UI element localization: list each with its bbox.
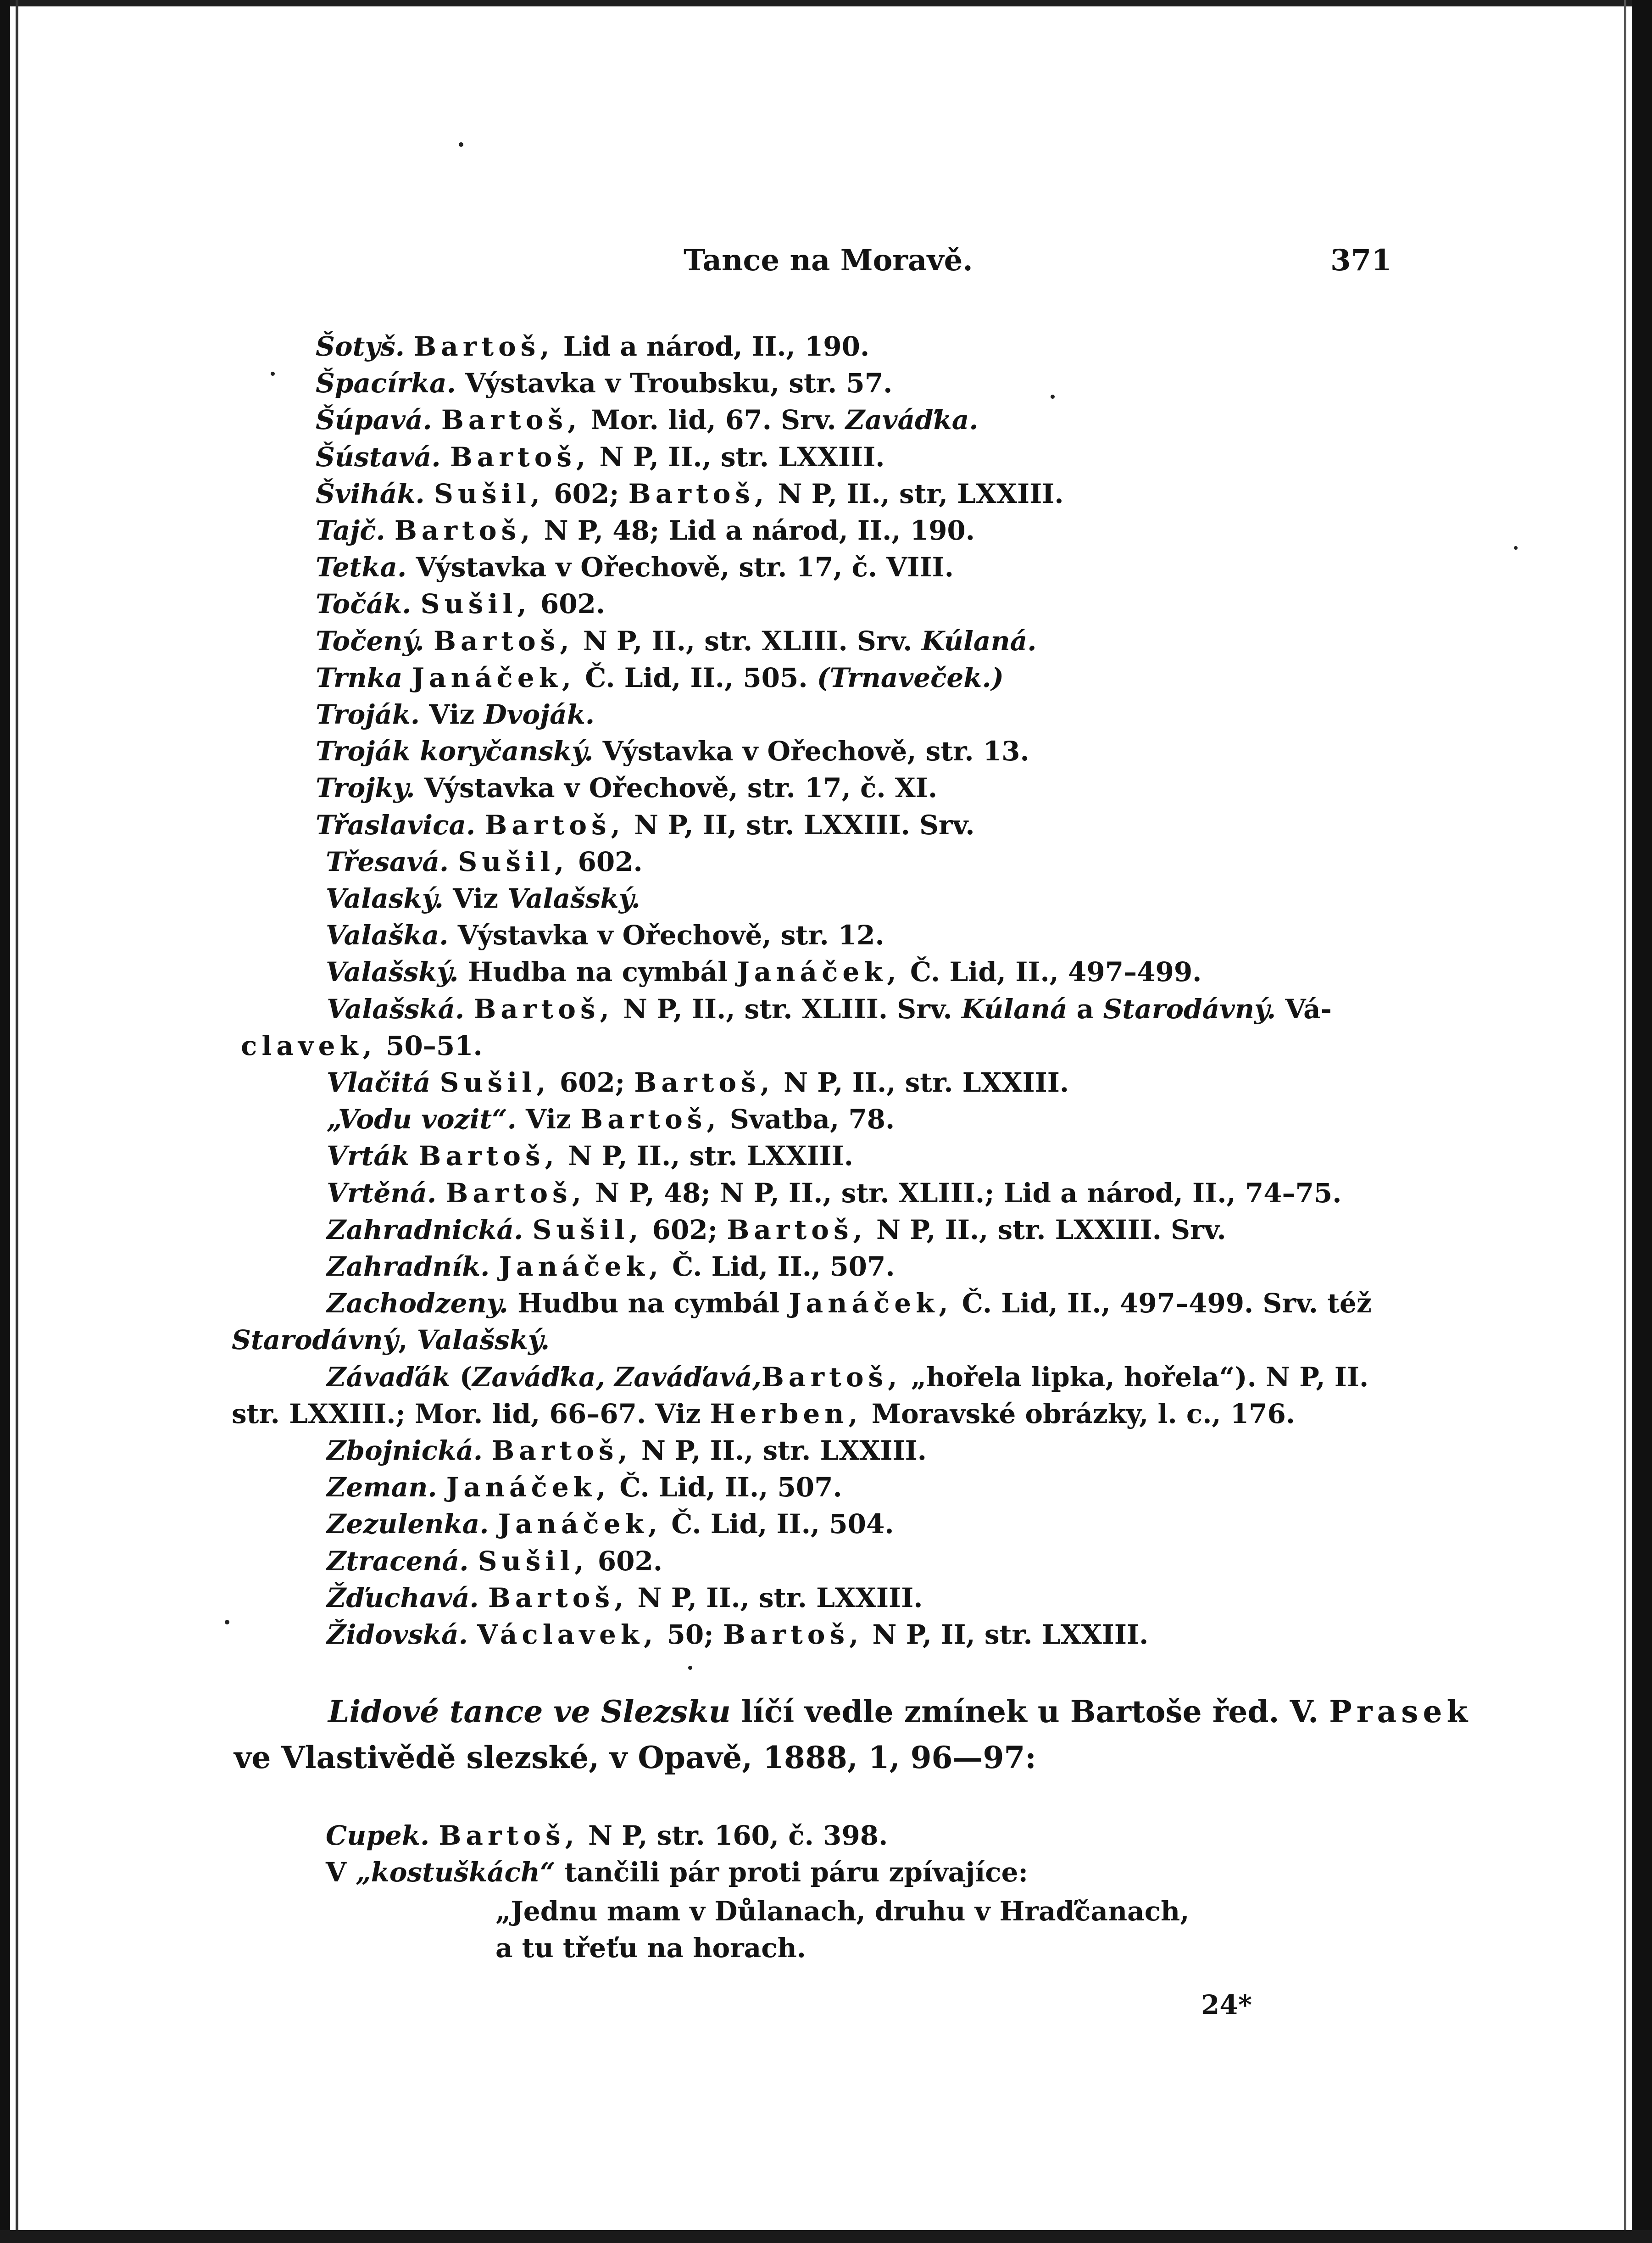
entry-rest: 602; — [544, 478, 629, 509]
entry-headword: Žďuchavá. — [327, 1582, 479, 1613]
scan-right-edge — [1632, 0, 1652, 2243]
entry-line — [316, 770, 937, 806]
paragraph-author: Prasek — [1329, 1694, 1473, 1730]
scan-top-edge — [0, 0, 1652, 6]
entry-rest: ( — [450, 1361, 473, 1393]
entry-author: Sušil, — [439, 1067, 551, 1098]
entry-line — [316, 365, 892, 402]
entry-author: Sušil, — [478, 1546, 589, 1577]
verse-line-2: a tu třeťu na horach. — [495, 1932, 806, 1964]
entry-line — [327, 1211, 1226, 1248]
entry-headword: Točák. — [316, 588, 412, 619]
entry-author: Bartoš, — [418, 1140, 559, 1172]
entry-line — [232, 1322, 550, 1358]
entry-line — [316, 659, 1004, 696]
scan-speck — [271, 372, 275, 376]
entry-author: Sušil, — [434, 478, 545, 509]
entry-line — [326, 917, 884, 954]
scan-right-line — [1624, 0, 1626, 2243]
entry-line — [316, 696, 595, 733]
scan-speck — [1514, 546, 1518, 550]
entry-headword: Šotyš. — [316, 331, 405, 362]
entry-rest: Viz — [516, 1104, 581, 1135]
entry-headword: Troják. — [316, 699, 420, 730]
entry-headword: Valašská. — [327, 993, 465, 1025]
entry-rest2: N P, II., str. LXXIII. — [774, 1067, 1069, 1098]
entry-author: Bartoš, — [445, 1177, 586, 1209]
entry-headword: Vrták — [327, 1140, 410, 1172]
entry-headword: Šústavá. — [316, 441, 441, 473]
entry-ref2: Valašský. — [417, 1324, 550, 1356]
entry-headword: Šúpavá. — [316, 404, 432, 435]
entry-headword: Vlačitá — [327, 1067, 431, 1098]
entry-headword: Tajč. — [316, 515, 385, 546]
entry-rest2: Č. Lid, II., 497–499. — [901, 956, 1202, 988]
entry-rest: 602. — [531, 588, 606, 619]
entry-headword: Zbojnická. — [327, 1435, 483, 1466]
entry-rest: Hudba na cymbál — [458, 956, 737, 988]
entry-author: Bartoš, — [439, 1820, 579, 1851]
entry-line — [327, 1579, 923, 1616]
entry-rest: Výstavka v Ořechově, str. 12. — [448, 920, 884, 951]
entry-headword: Židovská. — [327, 1619, 468, 1650]
entry-rest: N P, II., str. XLIII. Srv. — [613, 993, 962, 1025]
entry-headword: Ztracená. — [327, 1546, 469, 1577]
entry-line — [327, 1506, 894, 1542]
entry-line — [316, 475, 1064, 512]
signature-mark: 24* — [1201, 1989, 1252, 2020]
entry-headword: Zahradnická. — [327, 1214, 523, 1245]
page-number: 371 — [1330, 243, 1392, 278]
entry-line — [232, 1395, 1295, 1432]
entry-line — [326, 880, 640, 917]
entry-author: Bartoš, — [394, 515, 535, 546]
entry-rest: Viz — [443, 883, 508, 914]
paragraph-text: líčí vedle zmínek u Bartoše řed. V. — [730, 1694, 1329, 1730]
entry-rest: N P, II., str. LXXIII. — [632, 1435, 927, 1466]
entry-rest: N P, II, str. LXXIII. Srv. — [624, 809, 975, 841]
entry-author: Sušil, — [420, 588, 531, 619]
entry-author: Sušil, — [458, 846, 569, 877]
entry-rest2: a — [1067, 993, 1103, 1025]
paragraph-line-1 — [328, 1689, 1472, 1735]
entry-line — [327, 1432, 927, 1469]
entry-author2: Bartoš, — [628, 478, 769, 509]
entry-line — [327, 1616, 1148, 1653]
entry-headword: Tetka. — [316, 552, 407, 583]
entry-rest: Lid a národ, II., 190. — [554, 331, 870, 362]
entry-author2: Janáček, — [737, 956, 901, 988]
entry-line — [316, 807, 975, 843]
entry-headword: Valaský. — [326, 883, 444, 914]
entry-author2: Bartoš, — [761, 1361, 902, 1393]
entry-author: Janáček, — [498, 1508, 662, 1540]
entry-rest2: Moravské obrázky, l. c., 176. — [862, 1398, 1296, 1429]
entry-author: Janáček, — [446, 1472, 611, 1503]
entry-rest: Výstavka v Ořechově, str. 13. — [593, 736, 1029, 767]
scan-speck — [459, 142, 463, 147]
entry-headword: Zezulenka. — [327, 1508, 489, 1540]
entry-rest: Hudbu na cymbál — [508, 1288, 789, 1319]
entry-rest: N P, 48; Lid a národ, II., 190. — [534, 515, 975, 546]
scan-speck — [688, 1666, 692, 1670]
entry-rest: N P, II., str. LXXIII. — [628, 1582, 923, 1613]
entry-line — [316, 586, 605, 622]
entry-rest2: N P, II., str, LXXIII. — [768, 478, 1064, 509]
entry-author: Bartoš, — [441, 404, 582, 435]
entry-rest2: Č. Lid, II., 497–499. Srv. též — [952, 1288, 1372, 1319]
entry-line — [316, 439, 884, 475]
entry-line — [316, 402, 979, 438]
scan-speck — [1051, 395, 1055, 399]
entry-line — [316, 623, 1036, 659]
entry-rest2: „hořela lipka, hořela“). — [901, 1361, 1266, 1393]
entry-line — [316, 328, 869, 365]
entry-rest: N P, II., str. LXXIII. — [558, 1140, 854, 1172]
entry-rest: N P, II., str. LXXIII. — [590, 441, 885, 473]
entry-rest: 602; — [550, 1067, 634, 1098]
paragraph-italic: Lidové tance ve Slezsku — [328, 1694, 731, 1730]
entry-author: Václavek, — [477, 1619, 658, 1650]
scan-left-line — [16, 0, 18, 2243]
entry-author2: Bartoš, — [723, 1619, 863, 1650]
entry-rest: Viz — [420, 699, 484, 730]
entry-author: Sušil, — [532, 1214, 643, 1245]
entry-line — [327, 1285, 1372, 1322]
entry-headword: Zahradník. — [327, 1251, 490, 1282]
entry-ref: Kúlaná — [961, 993, 1068, 1025]
entry-rest: N P, II., str. XLIII. Srv. — [573, 625, 922, 657]
entry-author: Bartoš, — [473, 993, 614, 1025]
entry-headword: Špacírka. — [316, 368, 456, 399]
entry-tail: Vá- — [1276, 993, 1332, 1025]
scan-left-edge — [0, 0, 10, 2243]
entry-line — [327, 1248, 895, 1285]
entry-rest: 50–51. — [376, 1030, 483, 1061]
entry-author: Janáček, — [412, 662, 576, 693]
entry-rest: str. LXXIII.; Mor. lid, 66–67. Viz — [232, 1398, 710, 1429]
entry-rest2: Svatba, 78. — [720, 1104, 895, 1135]
entry-author: Janáček, — [499, 1251, 663, 1282]
entry-text: N P, str. 160, č. 398. — [578, 1820, 888, 1851]
entry-line — [327, 991, 1332, 1027]
entry-line — [327, 1138, 853, 1174]
paragraph-line-2: ve Vlastivědě slezské, v Opavě, 1888, 1, 96—97: — [234, 1740, 1036, 1775]
entry-line — [316, 512, 975, 549]
entry-rest: Č. Lid, II., 504. — [662, 1508, 894, 1540]
entry-author: clavek, — [241, 1030, 377, 1061]
entry-rest2: N P, II, str. LXXIII. — [863, 1619, 1149, 1650]
entry-headword: Valaška. — [326, 920, 449, 951]
entry-ref: (Trnaveček.) — [817, 662, 1004, 693]
entry-headword: Závaďák — [327, 1361, 451, 1393]
entry-ref: Zaváďka. — [845, 404, 979, 435]
entry-line — [327, 1175, 1341, 1211]
entry-headword: Zachodzeny. — [327, 1288, 508, 1319]
entry-headword: Trojky. — [316, 772, 415, 803]
entry-ref: Dvoják. — [484, 699, 595, 730]
entry-ref2: Starodávný. — [1103, 993, 1276, 1025]
entry-author: Bartoš, — [414, 331, 554, 362]
entry-line — [327, 1064, 1069, 1101]
entry-ref: Zaváďka, Zaváďavá, — [472, 1361, 762, 1393]
entry-rest: N P, 48; N P, II., str. XLIII.; Lid a národ, II., 74–75. — [585, 1177, 1342, 1209]
entry-rest: Výstavka v Troubsku, str. 57. — [456, 368, 893, 399]
entry-ref: Starodávný — [232, 1324, 399, 1356]
scan-speck — [225, 1620, 229, 1624]
entry-rest: Č. Lid, II., 505. — [576, 662, 817, 693]
kostusky-italic: „kostuškách“ — [356, 1857, 556, 1888]
entry-rest: Mor. lid, 67. Srv. — [581, 404, 845, 435]
entry-line — [327, 1101, 895, 1138]
entry-rest: Výstavka v Ořechově, str. 17, č. XI. — [415, 772, 938, 803]
entry-rest: Č. Lid, II., 507. — [662, 1251, 895, 1282]
entry-line — [326, 954, 1201, 990]
entry-headword: Valašský. — [326, 956, 459, 988]
entry-rest: 602. — [568, 846, 643, 877]
entry-headword: Švihák. — [316, 478, 425, 509]
entry-ref: Valašský. — [507, 883, 640, 914]
kostusky-text: tančili pár proti páru zpívajíce: — [555, 1857, 1028, 1888]
entry-author2: Janáček, — [789, 1288, 953, 1319]
entry-headword: Trnka — [316, 662, 403, 693]
kostusky-prefix: V — [326, 1857, 356, 1888]
entry-line — [326, 843, 643, 880]
verse-line-1: „Jednu mam v Důlanach, druhu v Hraďčanach, — [495, 1896, 1190, 1927]
entry-author2: Herben, — [710, 1398, 862, 1429]
entry-tail: N P, II. — [1265, 1361, 1369, 1393]
entry-rest: Výstavka v Ořechově, str. 17, č. VIII. — [406, 552, 954, 583]
entry-line — [241, 1027, 483, 1064]
entry-author: Bartoš, — [450, 441, 590, 473]
entry-author: Bartoš, — [488, 1582, 629, 1613]
entry-rest2: , — [398, 1324, 417, 1356]
running-head: Tance na Moravě. — [684, 243, 973, 278]
entry-author2: Bartoš, — [634, 1067, 774, 1098]
entry-line — [327, 1359, 1368, 1395]
entry-author: Bartoš, — [434, 625, 574, 657]
entry-headword: Zeman. — [327, 1472, 437, 1503]
entry-author2: Bartoš, — [580, 1104, 721, 1135]
entry-author: Bartoš, — [492, 1435, 632, 1466]
entry-headword: Cupek. — [326, 1820, 430, 1851]
entry-rest: 602. — [588, 1546, 663, 1577]
entry-rest: 602; — [643, 1214, 727, 1245]
entry-rest: Č. Lid, II., 507. — [610, 1472, 842, 1503]
scan-bottom-edge — [0, 2230, 1652, 2243]
entry-line — [316, 549, 954, 586]
entry-rest: 50; — [657, 1619, 723, 1650]
cupek-entry — [326, 1817, 888, 1854]
entry-ref: Kúlaná. — [921, 625, 1037, 657]
entry-author2: Bartoš, — [727, 1214, 867, 1245]
entry-line — [327, 1543, 662, 1579]
entry-headword: „Vodu vozit“. — [327, 1104, 517, 1135]
entry-line — [316, 733, 1029, 770]
entry-headword: Vrtěná. — [327, 1177, 437, 1209]
entry-headword: Točený. — [316, 625, 424, 657]
entry-author: Bartoš, — [484, 809, 625, 841]
entry-headword: Třesavá. — [326, 846, 449, 877]
entry-headword: Třaslavica. — [316, 809, 476, 841]
entry-rest2: N P, II., str. LXXIII. Srv. — [867, 1214, 1226, 1245]
kostusky-line — [326, 1854, 1028, 1891]
entry-headword: Troják koryčanský. — [316, 736, 594, 767]
entry-line — [327, 1469, 842, 1506]
